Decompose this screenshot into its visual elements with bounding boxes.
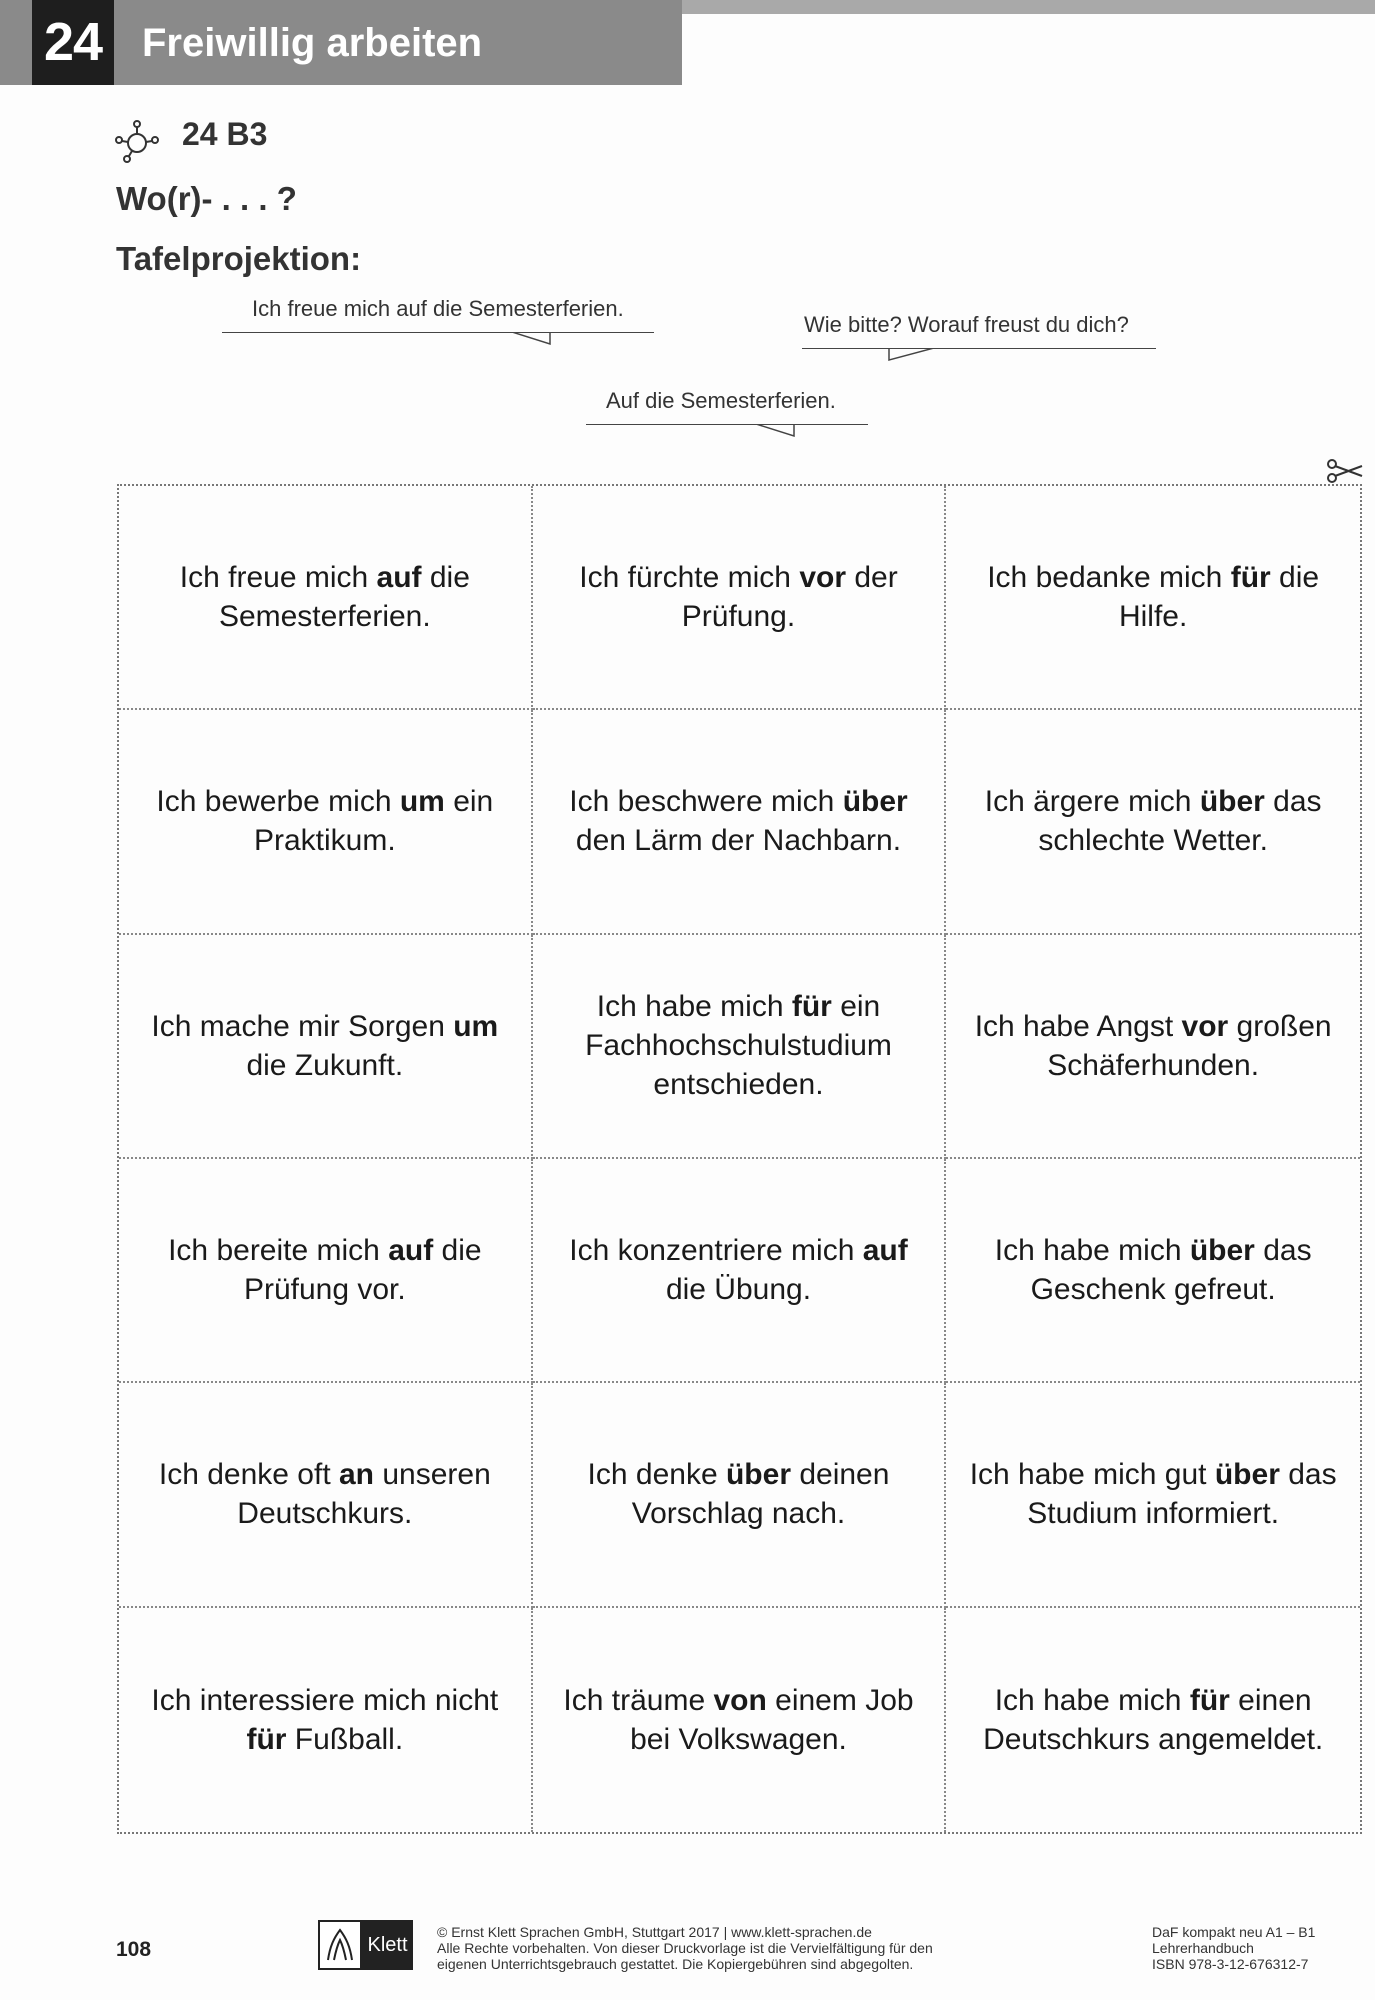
sentence-card xyxy=(533,1383,947,1607)
sentence-text xyxy=(553,558,925,636)
sentence-text xyxy=(966,1455,1340,1533)
sentence-text xyxy=(553,1231,925,1309)
klett-logo xyxy=(318,1920,413,1970)
sentence-start: Ich bereite mich xyxy=(168,1234,389,1268)
preposition: vor xyxy=(799,561,847,595)
speech-bubble-1 xyxy=(252,296,652,322)
sentence-start: Ich habe mich xyxy=(994,1683,1190,1717)
sentence-start: Ich bedanke mich xyxy=(987,561,1231,595)
sentence-card xyxy=(946,1159,1360,1383)
sentence-text xyxy=(139,1681,511,1759)
copyright-line: © Ernst Klett Sprachen GmbH, Stuttgart 2017 | www.klett-sprachen.de xyxy=(437,1924,872,1940)
preposition: für xyxy=(791,990,832,1024)
sentence-start: Ich habe mich gut xyxy=(969,1458,1215,1492)
preposition: um xyxy=(399,785,445,819)
sentence-end: die Zukunft. xyxy=(246,1048,404,1082)
klett-logo-mark-icon xyxy=(318,1920,362,1970)
sentence-card xyxy=(533,1159,947,1383)
sentence-end: der Prüfung. xyxy=(681,561,898,634)
preposition: an xyxy=(339,1458,375,1492)
sentence-card xyxy=(946,1608,1360,1832)
preposition: von xyxy=(713,1683,767,1717)
sentence-end: deinen Vorschlag nach. xyxy=(631,1458,890,1531)
sentence-end: die Übung. xyxy=(665,1273,812,1307)
speech-bubble-3 xyxy=(606,388,866,414)
group-work-icon xyxy=(112,116,162,166)
sentence-text xyxy=(139,782,511,860)
sentence-start: Ich ärgere mich xyxy=(984,785,1200,819)
exercise-code: 24 B3 xyxy=(182,116,268,152)
sentence-end: unseren Deutschkurs. xyxy=(237,1458,491,1531)
sentence-card xyxy=(533,1608,947,1832)
preposition: um xyxy=(453,1009,499,1043)
book-title: DaF kompakt neu A1 – B1 xyxy=(1152,1924,1316,1940)
chapter-title: Freiwillig arbeiten xyxy=(142,21,483,65)
sentence-end: das Geschenk gefreut. xyxy=(1030,1234,1312,1307)
chapter-number: 24 xyxy=(32,0,114,85)
sentence-start: Ich bewerbe mich xyxy=(156,785,400,819)
card-grid xyxy=(117,484,1362,1834)
sentence-end: die Hilfe. xyxy=(1118,561,1320,634)
sentence-start: Ich träume xyxy=(563,1683,714,1717)
sentence-start: Ich beschwere mich xyxy=(569,785,843,819)
sentence-text xyxy=(553,1455,925,1533)
preposition: über xyxy=(1189,1234,1255,1268)
sentence-text xyxy=(966,558,1340,636)
sentence-card xyxy=(946,486,1360,710)
sentence-text xyxy=(966,1007,1340,1085)
speech-bubble-tail-icon xyxy=(512,332,562,346)
copyright-line: eigenen Unterrichtsgebrauch gestattet. Die Kopiergebühren sind abgegolten. xyxy=(437,1956,914,1972)
preposition: über xyxy=(1199,785,1265,819)
sentence-end: das schlechte Wetter. xyxy=(1038,785,1322,858)
speech-bubble-2 xyxy=(804,312,1154,338)
sentence-card xyxy=(946,1383,1360,1607)
sentence-end: einen Deutschkurs angemeldet. xyxy=(983,1683,1324,1756)
exercise-subtitle: Wo(r)- . . . ? xyxy=(116,180,297,217)
sentence-card xyxy=(119,1159,533,1383)
preposition: auf xyxy=(388,1234,434,1268)
book-type: Lehrerhandbuch xyxy=(1152,1940,1254,1956)
sentence-start: Ich freue mich xyxy=(179,561,377,595)
sentence-card xyxy=(533,935,947,1159)
preposition: für xyxy=(246,1722,287,1756)
sentence-card xyxy=(533,486,947,710)
sentence-start: Ich konzentriere mich xyxy=(569,1234,863,1268)
sentence-card xyxy=(119,935,533,1159)
sentence-start: Ich mache mir Sorgen xyxy=(151,1009,454,1043)
copyright-notice xyxy=(437,1924,1007,1972)
sentence-text xyxy=(553,987,925,1104)
sentence-card xyxy=(119,1383,533,1607)
sentence-text xyxy=(553,1681,925,1759)
speech-bubble-text: Wie bitte? Worauf freust du dich? xyxy=(804,312,1129,337)
exercise-label: Tafelprojektion: xyxy=(116,240,362,277)
sentence-start: Ich fürchte mich xyxy=(579,561,800,595)
speech-bubble-text: Auf die Semesterferien. xyxy=(606,388,836,413)
preposition: für xyxy=(1230,561,1271,595)
klett-logo-text: Klett xyxy=(362,1920,413,1970)
copyright-line: Alle Rechte vorbehalten. Von dieser Druckvorlage ist die Vervielfältigung für den xyxy=(437,1940,933,1956)
speech-bubble-tail-icon xyxy=(756,424,806,438)
sentence-card xyxy=(946,710,1360,934)
sentence-text xyxy=(139,558,511,636)
preposition: auf xyxy=(862,1234,908,1268)
book-info xyxy=(1152,1924,1315,1972)
sentence-end: den Lärm der Nachbarn. xyxy=(575,824,902,858)
sentence-start: Ich denke xyxy=(587,1458,726,1492)
preposition: über xyxy=(842,785,908,819)
preposition: vor xyxy=(1181,1009,1229,1043)
sentence-text xyxy=(966,782,1340,860)
sentence-text xyxy=(553,782,925,860)
sentence-card xyxy=(946,935,1360,1159)
sentence-start: Ich habe mich xyxy=(994,1234,1190,1268)
scissors-icon xyxy=(1326,456,1364,486)
header-strip xyxy=(682,0,1375,14)
sentence-text xyxy=(966,1681,1340,1759)
sentence-end: großen Schäferhunden. xyxy=(1047,1009,1332,1082)
sentence-card xyxy=(119,1608,533,1832)
sentence-start: Ich interessiere mich nicht xyxy=(151,1683,499,1717)
sentence-text xyxy=(139,1455,511,1533)
preposition: über xyxy=(725,1458,791,1492)
sentence-end: das Studium informiert. xyxy=(1027,1458,1337,1531)
preposition: für xyxy=(1189,1683,1230,1717)
sentence-card xyxy=(119,710,533,934)
sentence-card xyxy=(119,486,533,710)
sentence-end: die Semesterferien. xyxy=(218,561,470,634)
page-number: 108 xyxy=(116,1938,152,1961)
sentence-card xyxy=(533,710,947,934)
sentence-text xyxy=(139,1231,511,1309)
sentence-end: einem Job bei Volkswagen. xyxy=(630,1683,914,1756)
sentence-end: ein Fachhochschulstudium entschieden. xyxy=(585,990,892,1102)
preposition: über xyxy=(1214,1458,1280,1492)
sentence-end: ein Praktikum. xyxy=(253,785,494,858)
preposition: auf xyxy=(376,561,422,595)
sentence-start: Ich denke oft xyxy=(158,1458,339,1492)
sentence-text xyxy=(966,1231,1340,1309)
book-isbn: ISBN 978-3-12-676312-7 xyxy=(1152,1956,1309,1972)
sentence-text xyxy=(139,1007,511,1085)
sentence-end: die Prüfung vor. xyxy=(243,1234,482,1307)
speech-bubble-text: Ich freue mich auf die Semesterferien. xyxy=(252,296,624,321)
sentence-start: Ich habe mich xyxy=(596,990,792,1024)
speech-bubble-tail-icon xyxy=(884,348,934,362)
sentence-start: Ich habe Angst xyxy=(974,1009,1182,1043)
sentence-end: Fußball. xyxy=(286,1722,404,1756)
